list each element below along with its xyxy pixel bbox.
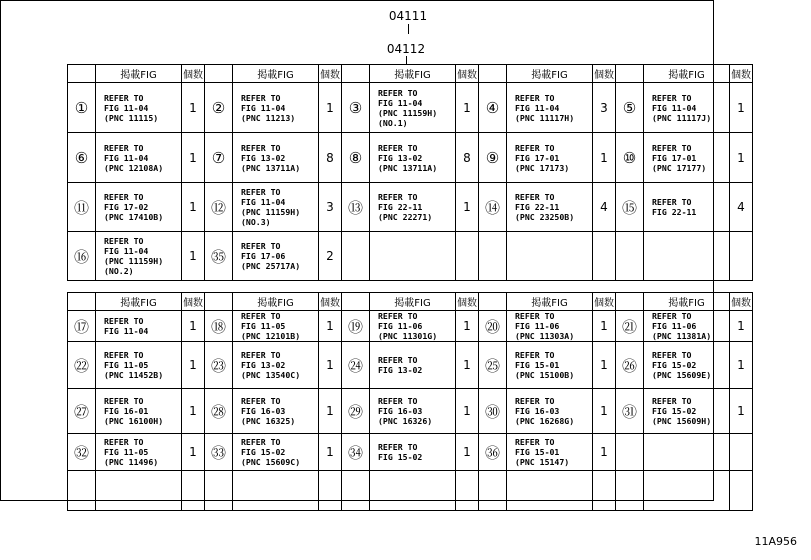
callout-number: ⑨	[479, 133, 507, 183]
figure-reference: REFER TO FIG 17-02 (PNC 17410B)	[96, 183, 182, 232]
figure-reference: REFER TO FIG 16-03 (PNC 16325)	[233, 389, 319, 434]
quantity: 1	[593, 133, 616, 183]
callout-number: ④	[479, 83, 507, 133]
quantity: 1	[456, 183, 479, 232]
reference-table-upper	[67, 64, 753, 281]
table-header	[68, 65, 753, 83]
header-fig-cell: 掲載FIG	[233, 65, 319, 83]
callout-number	[479, 232, 507, 281]
callout-number: ⑤	[616, 83, 644, 133]
figure-reference: REFER TO FIG 16-01 (PNC 16100H)	[96, 389, 182, 434]
callout-number: ㊱	[479, 434, 507, 471]
callout-number	[616, 434, 644, 471]
header-fig-cell: 掲載FIG	[370, 65, 456, 83]
figure-reference: REFER TO FIG 17-06 (PNC 25717A)	[233, 232, 319, 281]
quantity: 1	[456, 83, 479, 133]
quantity: 1	[182, 311, 205, 342]
header-qty-cell: 個数	[182, 65, 205, 83]
header-fig-cell: 掲載FIG	[96, 293, 182, 311]
table-body	[68, 311, 753, 511]
header-index-cell	[616, 293, 644, 311]
callout-number: ㉑	[616, 311, 644, 342]
quantity	[182, 471, 205, 511]
header-fig-cell: 掲載FIG	[644, 293, 730, 311]
callout-number	[616, 232, 644, 281]
header-fig-cell: 掲載FIG	[507, 293, 593, 311]
table-row	[68, 342, 753, 389]
figure-reference	[644, 471, 730, 511]
table-row	[68, 311, 753, 342]
figure-reference	[370, 232, 456, 281]
callout-number: ㉞	[342, 434, 370, 471]
figure-reference: REFER TO FIG 11-06 (PNC 11303A)	[507, 311, 593, 342]
callout-number	[205, 471, 233, 511]
table-row	[68, 434, 753, 471]
callout-number	[68, 471, 96, 511]
callout-number	[616, 471, 644, 511]
quantity: 1	[319, 434, 342, 471]
table-row	[68, 83, 753, 133]
figure-reference: REFER TO FIG 22-11	[644, 183, 730, 232]
figure-reference: REFER TO FIG 13-02	[370, 342, 456, 389]
callout-number: ㉓	[205, 342, 233, 389]
quantity: 1	[182, 389, 205, 434]
figure-reference: REFER TO FIG 11-04 (PNC 11117J)	[644, 83, 730, 133]
quantity: 3	[593, 83, 616, 133]
callout-number: ㉖	[616, 342, 644, 389]
callout-number: ⑥	[68, 133, 96, 183]
quantity: 1	[593, 389, 616, 434]
callout-number: ⑬	[342, 183, 370, 232]
quantity: 1	[182, 83, 205, 133]
callout-number: ⑳	[479, 311, 507, 342]
callout-number: ㉒	[68, 342, 96, 389]
quantity	[593, 471, 616, 511]
callout-number: ㉜	[68, 434, 96, 471]
callout-number: ㉕	[479, 342, 507, 389]
callout-number: ①	[68, 83, 96, 133]
quantity: 1	[182, 232, 205, 281]
header-fig-cell: 掲載FIG	[233, 293, 319, 311]
table-row	[68, 232, 753, 281]
callout-number: ⑧	[342, 133, 370, 183]
quantity: 1	[730, 311, 753, 342]
callout-number	[479, 471, 507, 511]
callout-number: ⑦	[205, 133, 233, 183]
quantity: 1	[456, 389, 479, 434]
figure-reference: REFER TO FIG 11-04	[96, 311, 182, 342]
quantity	[456, 232, 479, 281]
header-index-cell	[205, 293, 233, 311]
figure-reference: REFER TO FIG 11-04 (PNC 11115)	[96, 83, 182, 133]
figure-reference: REFER TO FIG 11-04 (PNC 11159H) (NO.2)	[96, 232, 182, 281]
figure-reference: REFER TO FIG 11-06 (PNC 11381A)	[644, 311, 730, 342]
header-qty-cell: 個数	[730, 65, 753, 83]
quantity	[593, 232, 616, 281]
drawing-code: 11A956	[754, 535, 797, 548]
header-fig-cell: 掲載FIG	[96, 65, 182, 83]
callout-number: ㉔	[342, 342, 370, 389]
figure-reference	[96, 471, 182, 511]
reference-table-lower	[67, 292, 753, 511]
callout-number: ⑮	[616, 183, 644, 232]
quantity: 1	[456, 311, 479, 342]
quantity: 1	[319, 311, 342, 342]
header-qty-cell: 個数	[319, 65, 342, 83]
callout-number: ⑯	[68, 232, 96, 281]
quantity	[730, 434, 753, 471]
table-row	[68, 133, 753, 183]
callout-number	[342, 471, 370, 511]
callout-number: ㉗	[68, 389, 96, 434]
header-row	[68, 293, 753, 311]
figure-reference: REFER TO FIG 13-02 (PNC 13540C)	[233, 342, 319, 389]
table-row	[68, 389, 753, 434]
figure-reference: REFER TO FIG 11-04 (PNC 11117H)	[507, 83, 593, 133]
sub-assembly-leader-line	[406, 56, 407, 64]
header-index-cell	[479, 293, 507, 311]
header-index-cell	[342, 293, 370, 311]
callout-number: ③	[342, 83, 370, 133]
figure-reference	[644, 434, 730, 471]
callout-number: ⑰	[68, 311, 96, 342]
figure-reference: REFER TO FIG 15-02 (PNC 15609E)	[644, 342, 730, 389]
quantity: 4	[730, 183, 753, 232]
figure-reference: REFER TO FIG 11-04 (PNC 11159H) (NO.3)	[233, 183, 319, 232]
callout-number: ㉛	[616, 389, 644, 434]
quantity: 1	[182, 342, 205, 389]
quantity: 1	[456, 342, 479, 389]
figure-reference: REFER TO FIG 11-06 (PNC 11301G)	[370, 311, 456, 342]
callout-number: ⑫	[205, 183, 233, 232]
quantity	[456, 471, 479, 511]
figure-reference: REFER TO FIG 16-03 (PNC 16268G)	[507, 389, 593, 434]
callout-number: ②	[205, 83, 233, 133]
header-fig-cell: 掲載FIG	[370, 293, 456, 311]
callout-number: ㉚	[479, 389, 507, 434]
header-qty-cell: 個数	[456, 65, 479, 83]
quantity: 1	[593, 434, 616, 471]
figure-reference: REFER TO FIG 15-02	[370, 434, 456, 471]
header-index-cell	[205, 65, 233, 83]
assembly-leader-line	[408, 24, 409, 34]
figure-reference: REFER TO FIG 11-04 (PNC 11213)	[233, 83, 319, 133]
figure-reference: REFER TO FIG 11-05 (PNC 11496)	[96, 434, 182, 471]
figure-reference: REFER TO FIG 15-02 (PNC 15609C)	[233, 434, 319, 471]
quantity: 2	[319, 232, 342, 281]
figure-reference	[644, 232, 730, 281]
callout-number: ⑭	[479, 183, 507, 232]
figure-reference: REFER TO FIG 15-02 (PNC 15609H)	[644, 389, 730, 434]
quantity: 1	[593, 311, 616, 342]
quantity: 1	[182, 434, 205, 471]
quantity: 1	[182, 183, 205, 232]
figure-reference: REFER TO FIG 13-02 (PNC 13711A)	[233, 133, 319, 183]
header-row	[68, 65, 753, 83]
quantity: 8	[456, 133, 479, 183]
header-fig-cell: 掲載FIG	[644, 65, 730, 83]
header-fig-cell: 掲載FIG	[507, 65, 593, 83]
callout-number: ㉙	[342, 389, 370, 434]
table-row	[68, 471, 753, 511]
figure-reference: REFER TO FIG 11-05 (PNC 11452B)	[96, 342, 182, 389]
quantity: 1	[182, 133, 205, 183]
quantity	[730, 232, 753, 281]
quantity: 1	[730, 389, 753, 434]
header-qty-cell: 個数	[319, 293, 342, 311]
table-row	[68, 183, 753, 232]
figure-reference: REFER TO FIG 13-02 (PNC 13711A)	[370, 133, 456, 183]
figure-reference: REFER TO FIG 11-04 (PNC 11159H) (NO.1)	[370, 83, 456, 133]
quantity: 1	[730, 133, 753, 183]
quantity: 1	[730, 83, 753, 133]
header-index-cell	[479, 65, 507, 83]
header-qty-cell: 個数	[182, 293, 205, 311]
figure-reference	[507, 232, 593, 281]
callout-number: ㉘	[205, 389, 233, 434]
figure-reference	[370, 471, 456, 511]
header-qty-cell: 個数	[593, 65, 616, 83]
callout-number: ⑩	[616, 133, 644, 183]
callout-number	[342, 232, 370, 281]
quantity: 1	[319, 83, 342, 133]
quantity: 1	[319, 342, 342, 389]
table-header	[68, 293, 753, 311]
callout-number: ⑲	[342, 311, 370, 342]
figure-reference	[233, 471, 319, 511]
quantity: 1	[456, 434, 479, 471]
figure-reference: REFER TO FIG 17-01 (PNC 17173)	[507, 133, 593, 183]
callout-number: ㉝	[205, 434, 233, 471]
figure-reference: REFER TO FIG 16-03 (PNC 16326)	[370, 389, 456, 434]
header-qty-cell: 個数	[456, 293, 479, 311]
quantity: 1	[319, 389, 342, 434]
header-index-cell	[342, 65, 370, 83]
header-index-cell	[68, 293, 96, 311]
quantity: 4	[593, 183, 616, 232]
callout-number: ⑪	[68, 183, 96, 232]
table-body	[68, 83, 753, 281]
quantity	[319, 471, 342, 511]
figure-reference: REFER TO FIG 11-04 (PNC 12108A)	[96, 133, 182, 183]
figure-reference: REFER TO FIG 15-01 (PNC 15147)	[507, 434, 593, 471]
figure-reference	[507, 471, 593, 511]
header-qty-cell: 個数	[593, 293, 616, 311]
callout-number: ⑱	[205, 311, 233, 342]
header-index-cell	[616, 65, 644, 83]
figure-reference: REFER TO FIG 22-11 (PNC 23250B)	[507, 183, 593, 232]
quantity: 1	[730, 342, 753, 389]
quantity: 8	[319, 133, 342, 183]
sub-assembly-number: 04112	[386, 42, 426, 56]
quantity	[730, 471, 753, 511]
assembly-number: 04111	[388, 9, 428, 23]
figure-reference: REFER TO FIG 11-05 (PNC 12101B)	[233, 311, 319, 342]
quantity: 1	[593, 342, 616, 389]
header-index-cell	[68, 65, 96, 83]
figure-reference: REFER TO FIG 15-01 (PNC 15100B)	[507, 342, 593, 389]
figure-reference: REFER TO FIG 17-01 (PNC 17177)	[644, 133, 730, 183]
header-qty-cell: 個数	[730, 293, 753, 311]
quantity: 3	[319, 183, 342, 232]
callout-number: ㉟	[205, 232, 233, 281]
figure-reference: REFER TO FIG 22-11 (PNC 22271)	[370, 183, 456, 232]
